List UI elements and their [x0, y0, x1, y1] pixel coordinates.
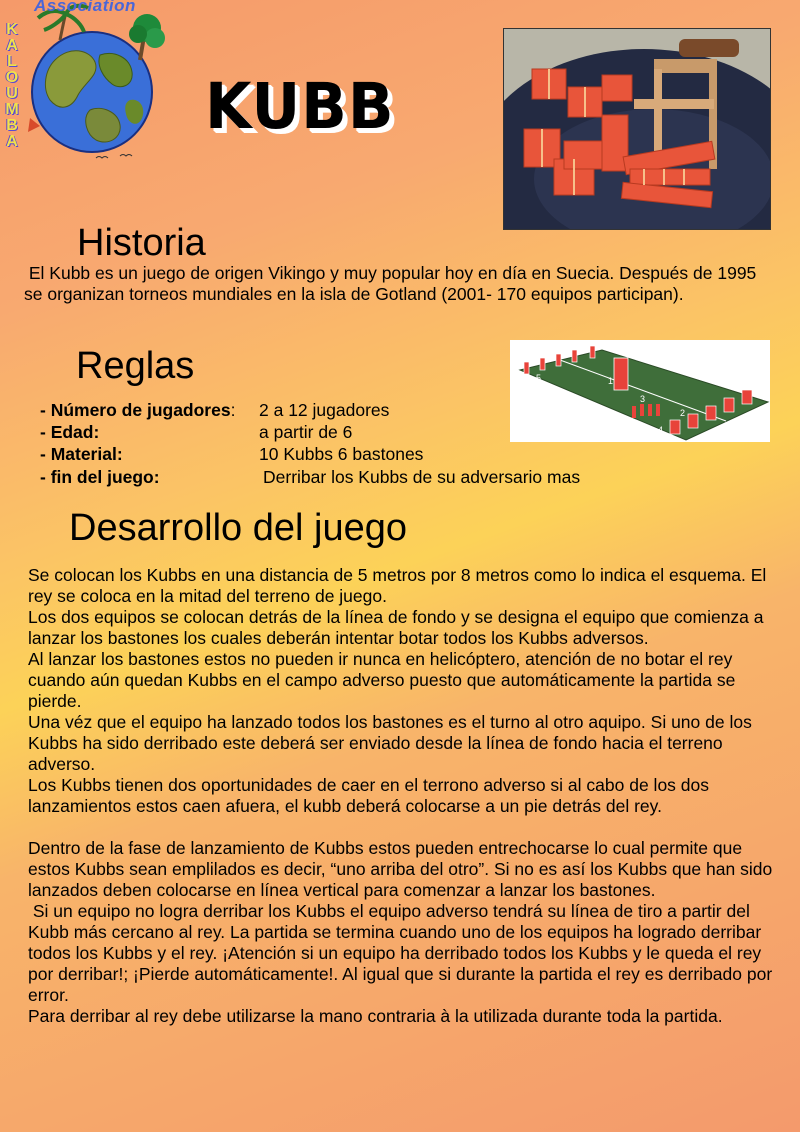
desarrollo-paragraph-2: Los dos equipos se colocan detrás de la línea de fondo y se designa el equipo que comienza a lanzar los bastones los cuales deberán intentar botar todos los Kubbs adversos.: [28, 607, 764, 648]
rule-value-players: 2 a 12 jugadores: [259, 400, 390, 420]
reglas-heading: Reglas: [76, 345, 195, 387]
page-title: KUBB: [205, 70, 395, 144]
desarrollo-paragraph-4: Una véz que el equipo ha lanzado todos los bastones es el turno al otro aquipo. Si uno de los Kubbs ha sido derribado este deberá ser enviado desde la línea de fondo hacia el terreno adverso.: [28, 712, 752, 774]
rule-label-players: [40, 400, 235, 421]
desarrollo-paragraph-3: Al lanzar los bastones estos no pueden ir nunca en helicóptero, atención de no botar el rey cuando aún quedan Kubbs en el campo adverso puesto que automáticamente la partida se pierde.: [28, 649, 736, 711]
desarrollo-paragraph-7: Si un equipo no logra derribar los Kubbs el equipo adverso tendrá su línea de tiro a partir del Kubb más cercano al rey. La partida se termina cuando uno de los equipos ha logrado derribar todos los Kubbs y el rey. ¡Atención si un equipo ha derribado todos los Kubbs y le queda el rey por derribar!; ¡Pierde automáticamente!. Al igual que si durante la partida el rey es derribado por error.: [28, 901, 778, 1005]
kubb-set-image: [504, 29, 770, 229]
diagram-label-4: 4: [658, 425, 664, 435]
kubb-photo: [503, 28, 771, 230]
globe-logo-graphic: [0, 0, 190, 175]
diagram-label-5: 5: [536, 373, 542, 383]
desarrollo-paragraph-8: Para derribar al rey debe utilizarse la mano contraria à la utilizada durante toda la partida.: [28, 1006, 723, 1026]
diagram-label-2: 2: [680, 408, 686, 418]
historia-body: El Kubb es un juego de origen Vikingo y muy popular hoy en día en Suecia. Después de 1995 se organizan torneos mundiales en la isla de Gotland (2001- 170 equipos participan).: [24, 263, 757, 304]
historia-heading: Historia: [77, 222, 206, 264]
association-label: Association: [34, 0, 136, 15]
rule-label-players-colon: :: [230, 400, 236, 420]
diagram-label-3: 3: [640, 394, 646, 404]
rule-value-material: 10 Kubbs 6 bastones: [259, 444, 424, 464]
rule-value-end: Derribar los Kubbs de su adversario mas: [263, 467, 581, 487]
rule-value-age: a partir de 6: [259, 422, 353, 442]
rule-row-end: [0, 467, 800, 488]
rule-label-players-text: - Número de jugadores: [40, 400, 231, 420]
paragraph-spacer: [28, 817, 778, 838]
rule-row-age: [0, 422, 800, 443]
association-name-vertical: KALOUMBA: [5, 21, 19, 150]
rule-label-material: - Material:: [40, 444, 123, 464]
desarrollo-text: [28, 565, 778, 1027]
historia-text: [24, 263, 769, 305]
rule-label-end: - fin del juego:: [40, 467, 160, 487]
desarrollo-paragraph-1: Se colocan los Kubbs en una distancia de 5 metros por 8 metros como lo indica el esquema. El rey se coloca en la mitad del terreno de juego.: [28, 565, 767, 606]
rule-label-age: - Edad:: [40, 422, 100, 442]
desarrollo-paragraph-6: Dentro de la fase de lanzamiento de Kubbs estos pueden entrechocarse lo cual permite que estos Kubbs sean emplilados es decir, “uno arriba del otro”. Si no es así los Kubbs que han sido lanzados deben colocarse en línea vertical para comenzar a lanzar los bastones.: [28, 838, 773, 900]
desarrollo-heading: Desarrollo del juego: [69, 507, 407, 549]
association-logo: [0, 0, 190, 175]
rule-row-players: [0, 400, 800, 421]
desarrollo-paragraph-5: Los Kubbs tienen dos oportunidades de caer en el terrono adverso si al cabo de los dos lanzamientos estos caen afuera, el kubb deberá colocarse a un pie detrás del rey.: [28, 775, 710, 816]
rule-row-material: [0, 444, 800, 465]
diagram-label-1: 1: [608, 376, 614, 386]
